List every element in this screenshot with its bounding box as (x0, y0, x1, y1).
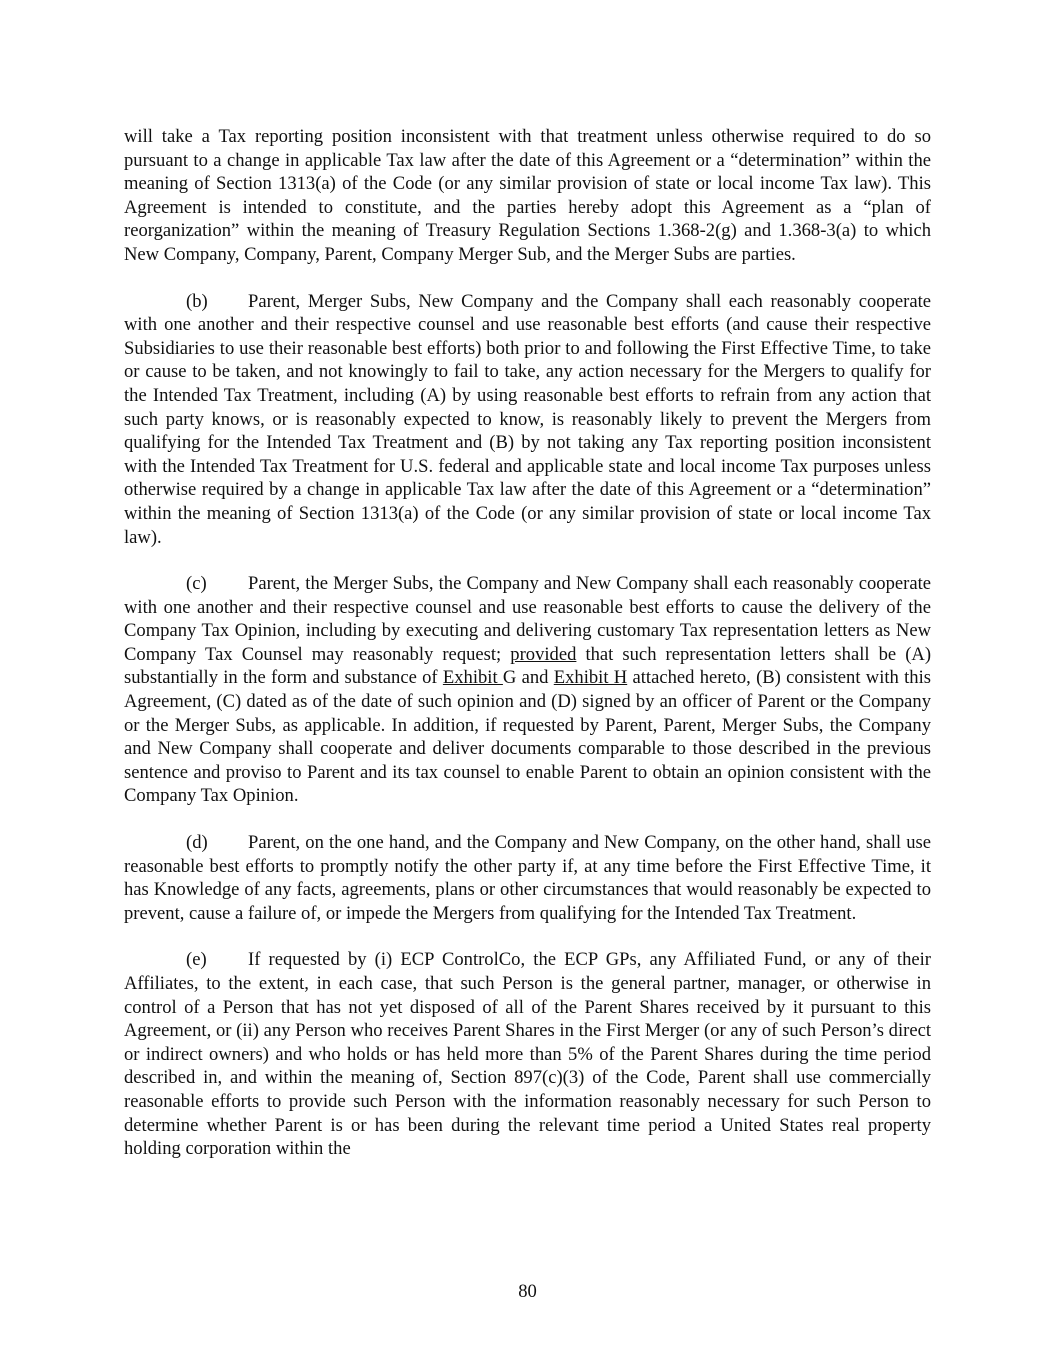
paragraph-c (124, 572, 931, 808)
paragraph-d-text: Parent, on the one hand, and the Company and New Company, on the other hand, shall use reasonable best efforts to promptly notify the other party if, at any time before the First Effective Time, it has Knowledge of any facts, agreements, plans or other circumstances that would reasonably be expected to prevent, cause a failure of, or impede the Mergers from qualifying for the Intended Tax Treatment. (124, 832, 931, 924)
provided-term: provided (510, 643, 577, 665)
paragraph-a-continuation: will take a Tax reporting position inconsistent with that treatment unless otherwise required to do so pursuant to a change in applicable Tax law after the date of this Agreement or a “determination” within the meaning of Section 1313(a) of the Code (or any similar provision of state or local income Tax law). This Agreement is intended to constitute, and the parties hereby adopt this Agreement as a “plan of reorganization” within the meaning of Treasury Regulation Sections 1.368-2(g) and 1.368-3(a) to which New Company, Company, Parent, Company Merger Sub, and the Merger Subs are parties. (124, 126, 931, 265)
paragraph-c-and: and (516, 667, 554, 689)
exhibit-g-reference: Exhibit (442, 667, 503, 689)
paragraph-c-label: (c) (186, 573, 207, 595)
exhibit-g-letter: G (502, 667, 517, 689)
paragraph-c-text-2: that such representation letters shall be (A) substantially in the form and substance of (124, 643, 932, 689)
exhibit-h-reference: Exhibit H (553, 667, 628, 689)
paragraph-e (124, 948, 931, 1160)
paragraph-c-text-3: attached hereto, (B) consistent with this Agreement, (C) dated as of the date of such opinion and (D) signed by an officer of Parent or the Company or the Merger Subs, as applicable. In addition, if requested by Parent, Parent, Merger Subs, the Company and New Company shall cooperate and deliver documents comparable to those described in the previous sentence and proviso to Parent and its tax counsel to enable Parent to obtain an opinion consistent with the Company Tax Opinion. (124, 667, 931, 807)
paragraph-b (124, 290, 931, 550)
paragraph-e-label: (e) (186, 949, 207, 971)
paragraph-d-label: (d) (186, 832, 208, 854)
paragraph-b-label: (b) (186, 290, 208, 312)
paragraph-e-text: If requested by (i) ECP ControlCo, the ECP GPs, any Affiliated Fund, or any of their Affiliates, to the extent, in each case, that such Person is the general partner, manager, or otherwise in control of a Person that has not yet disposed of all of the Parent Shares received by it pursuant to this Agreement, or (ii) any Person who receives Parent Shares in the First Merger (or any of such Person’s direct or indirect owners) and who holds or has held more than 5% of the Parent Shares during the time period described in, and within the meaning of, Section 897(c)(3) of the Code, Parent shall use commercially reasonable efforts to provide such Person with the information reasonably necessary for such Person to determine whether Parent is or has been during the relevant time period a United States real property holding corporation within the (124, 949, 931, 1160)
paragraph-d (124, 831, 931, 925)
paragraph-c-text-1: Parent, the Merger Subs, the Company and New Company shall each reasonably cooperate with one another and their respective counsel and use reasonable best efforts to cause the delivery of the Company Tax Opinion, including by executing and delivering customary Tax representation letters as New Company Tax Counsel may reasonably request; (124, 573, 931, 665)
paragraph-b-text: Parent, Merger Subs, New Company and the Company shall each reasonably cooperate with one another and their respective counsel and use reasonable best efforts (and cause their respective Subsidiaries to use their reasonable best efforts) both prior to and following the First Effective Time, to take or cause to be taken, and not knowingly to fail to take, any action necessary for the Mergers to qualify for the Intended Tax Treatment, including (A) by using reasonable best efforts to refrain from any action that such party knows, or is reasonably expected to know, is reasonably likely to prevent the Mergers from qualifying for the Intended Tax Treatment and (B) by not taking any Tax reporting position inconsistent with the Intended Tax Treatment for U.S. federal and applicable state and local income Tax purposes unless otherwise required by a change in applicable Tax law after the date of this Agreement or a “determination” within the meaning of Section 1313(a) of the Code (or any similar provision of state or local income Tax law). (124, 290, 931, 548)
page-number: 80 (518, 1281, 537, 1302)
document-body (124, 125, 931, 1184)
